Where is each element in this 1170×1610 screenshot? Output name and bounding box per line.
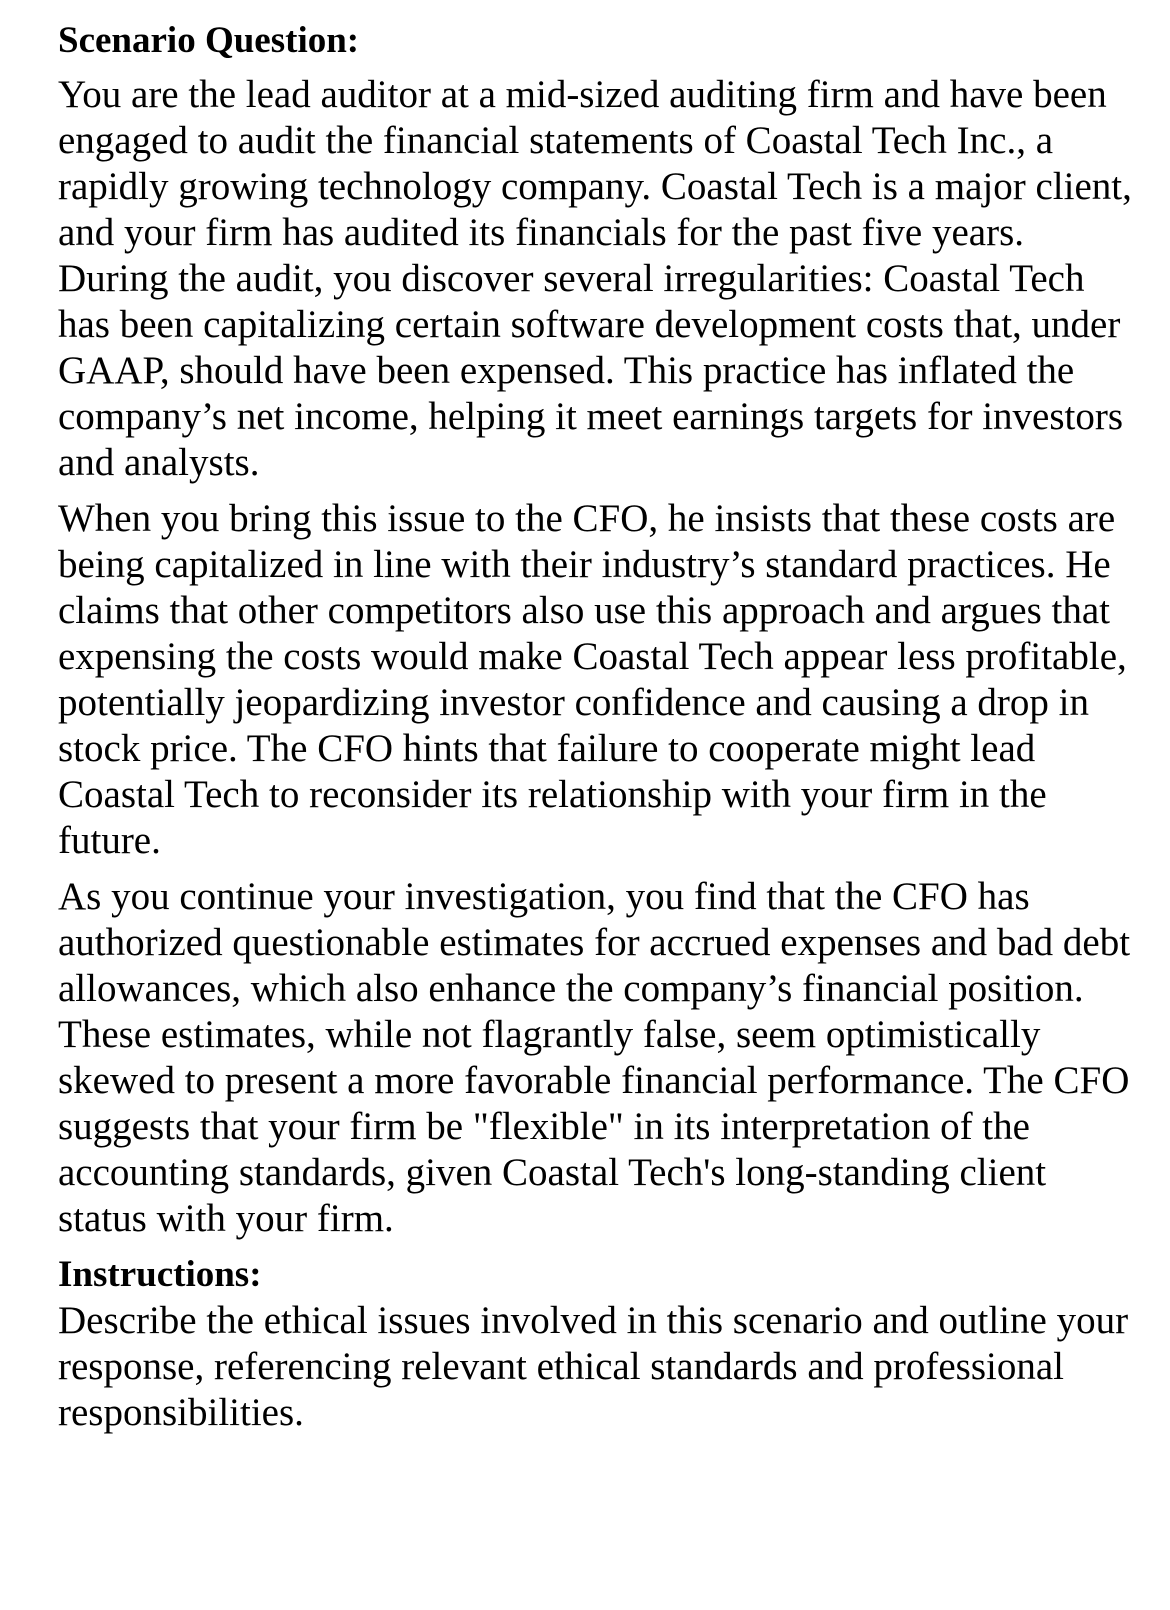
scenario-paragraph-1: You are the lead auditor at a mid-sized auditing firm and have been engaged to audit the financial statements of Coastal Tech Inc., a rapidly growing technology company. Coastal Tech is a major client, and your firm has audited its financials for the past five years. During the audit, you discover several irregularities: Coastal Tech has been capitalizing certain software development costs that, under GAAP, should have been expensed. This practice has inflated the company’s net income, helping it meet earnings targets for investors and analysts. bbox=[58, 73, 1132, 484]
scenario-paragraph-2: When you bring this issue to the CFO, he insists that these costs are being capitalized in line with their industry’s standard practices. He claims that other competitors also use this approach and argues that expensing the costs would make Coastal Tech appear less profitable, potentially jeopardizing investor confidence and causing a drop in stock price. The CFO hints that failure to cooperate might lead Coastal Tech to reconsider its relationship with your firm in the future. bbox=[58, 497, 1127, 862]
instructions-paragraph: Describe the ethical issues involved in this scenario and outline your response, referencing relevant ethical standards and professional responsibilities. bbox=[58, 1299, 1129, 1434]
scenario-heading: Scenario Question: bbox=[58, 20, 360, 61]
scenario-paragraph-3: As you continue your investigation, you find that the CFO has authorized questionable estimates for accrued expenses and bad debt allowances, which also enhance the company’s financial position. These estimates, while not flagrantly false, seem optimistically skewed to present a more favorable financial performance. The CFO suggests that your firm be "flexible" in its interpretation of the accounting standards, given Coastal Tech's long-standing client status with your firm. bbox=[58, 875, 1131, 1240]
document-page bbox=[58, 18, 1143, 1446]
instructions-heading: Instructions: bbox=[58, 1254, 262, 1295]
